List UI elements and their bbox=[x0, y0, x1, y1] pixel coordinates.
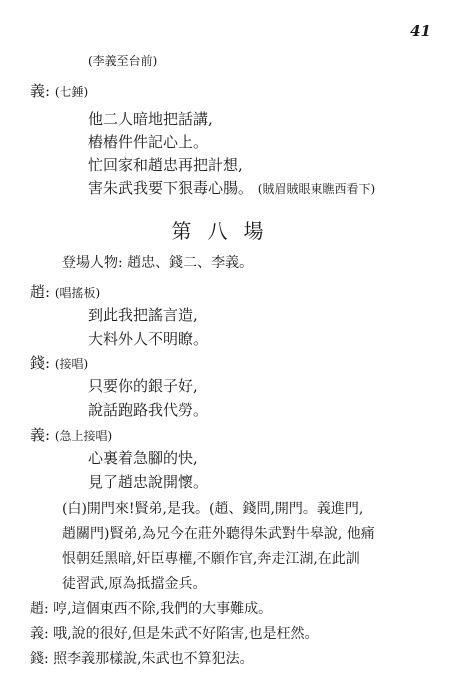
music-cue: (七錘) bbox=[54, 85, 89, 99]
verse-line-with-direction bbox=[88, 179, 375, 198]
dialogue-line bbox=[30, 625, 319, 643]
verse-line: 忙回家和趙忠再把計想, bbox=[88, 156, 243, 174]
spoken-line: 恨朝廷黑暗,奸臣專權,不願作官,奔走江湖,在此訓 bbox=[62, 551, 360, 567]
speaker-label: 義: bbox=[30, 426, 51, 444]
verse-line: 他二人暗地把話講, bbox=[88, 110, 213, 128]
dialogue-line bbox=[30, 650, 254, 668]
music-cue: (唱搖板) bbox=[54, 286, 101, 300]
spoken-line: 徒習武,原為抵擋金兵。 bbox=[62, 576, 207, 592]
verse-text: 害朱武我要下狠毒心腸。 bbox=[88, 179, 254, 197]
page-number: 41 bbox=[410, 22, 431, 40]
stage-direction-enter: (李義至台前) bbox=[88, 54, 158, 68]
verse-line: 樁樁件件記心上。 bbox=[88, 133, 209, 151]
dialogue-text: 哦,說的很好,但是朱武不好陷害,也是枉然。 bbox=[53, 626, 319, 642]
music-cue: (急上接唱) bbox=[54, 429, 113, 443]
spoken-line: (白)開門來!賢弟,是我。(趙、錢問,開門。義進門, bbox=[62, 501, 364, 517]
scene-title: 第八場 bbox=[171, 219, 280, 243]
verse-line: 只要你的銀子好, bbox=[88, 377, 198, 395]
verse-line: 到此我把謠言造, bbox=[88, 306, 198, 324]
cast-list: 登場人物: 趙忠、錢二、李義。 bbox=[62, 255, 254, 271]
speaker-label: 錢: bbox=[30, 354, 51, 372]
verse-line: 見了趙忠說開懷。 bbox=[88, 473, 209, 491]
dialogue-line bbox=[30, 600, 272, 618]
music-cue: (接唱) bbox=[54, 357, 89, 371]
speaker-label: 錢: bbox=[30, 651, 49, 667]
dialogue-text: 哼,這個東西不除,我們的大事難成。 bbox=[53, 601, 273, 617]
spoken-line: 趙關門)賢弟,為兄今在莊外聽得朱武對牛皋說, 他痛 bbox=[62, 526, 375, 542]
speaker-label: 義: bbox=[30, 82, 51, 100]
speaker-label: 趙: bbox=[30, 283, 51, 301]
verse-line: 大料外人不明瞭。 bbox=[88, 330, 209, 348]
speaker-yi-2 bbox=[30, 426, 112, 445]
speaker-qian bbox=[30, 354, 88, 373]
speaker-yi bbox=[30, 82, 88, 101]
verse-line: 說話跑路我代勞。 bbox=[88, 401, 209, 419]
speaker-label: 義: bbox=[30, 626, 49, 642]
dialogue-text: 照李義那樣說,朱武也不算犯法。 bbox=[53, 651, 254, 667]
speaker-label: 趙: bbox=[30, 601, 49, 617]
speaker-zhao bbox=[30, 283, 100, 302]
verse-line: 心裏着急腳的快, bbox=[88, 449, 198, 467]
stage-direction-exit: (賊眉賊眼東瞧西看下) bbox=[257, 182, 376, 196]
